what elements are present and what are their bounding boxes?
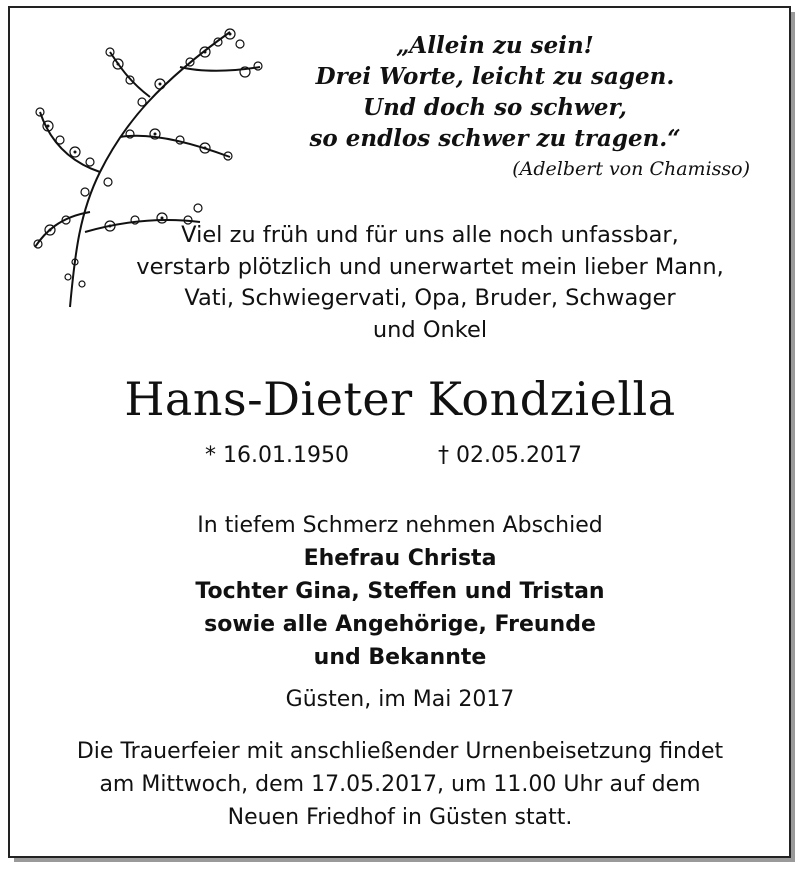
intro-line: verstarb plötzlich und unerwartet mein lieber Mann, <box>136 253 724 280</box>
intro-line: Vati, Schwiegervati, Opa, Bruder, Schwager <box>184 285 676 311</box>
death-date: † 02.05.2017 <box>438 443 582 468</box>
place-date: Güsten, im Mai 2017 <box>285 687 515 712</box>
funeral-line: Neuen Friedhof in Güsten statt. <box>227 805 573 830</box>
mourners-lead: In tiefem Schmerz nehmen Abschied <box>197 513 603 538</box>
intro-line: Viel zu früh und für uns alle noch unfassbar, <box>181 222 679 248</box>
intro-line: und Onkel <box>372 316 488 343</box>
mourner-line: sowie alle Angehörige, Freunde <box>204 612 596 637</box>
quote-line: Drei Worte, leicht zu sagen. <box>315 63 675 90</box>
quote <box>250 30 740 154</box>
mourner-line: und Bekannte <box>313 645 487 670</box>
birth-date: * 16.01.1950 <box>205 443 349 468</box>
funeral-notice <box>40 735 760 834</box>
quote-line: Und doch so schwer, <box>363 94 627 121</box>
mourner-line: Ehefrau Christa <box>303 546 497 571</box>
funeral-line: Die Trauerfeier mit anschließender Urnenbeisetzung findet <box>76 739 724 764</box>
intro-text <box>110 220 750 346</box>
quote-author: (Adelbert von Chamisso) <box>512 158 750 180</box>
quote-line: so endlos schwer zu tragen.“ <box>309 125 681 152</box>
quote-line: „Allein zu sein! <box>396 32 594 59</box>
deceased-name: Hans-Dieter Kondziella <box>124 372 676 426</box>
funeral-line: am Mittwoch, dem 17.05.2017, um 11.00 Uhr auf dem <box>99 772 701 797</box>
mourners <box>0 509 800 674</box>
mourner-line: Tochter Gina, Steffen und Tristan <box>195 579 605 604</box>
